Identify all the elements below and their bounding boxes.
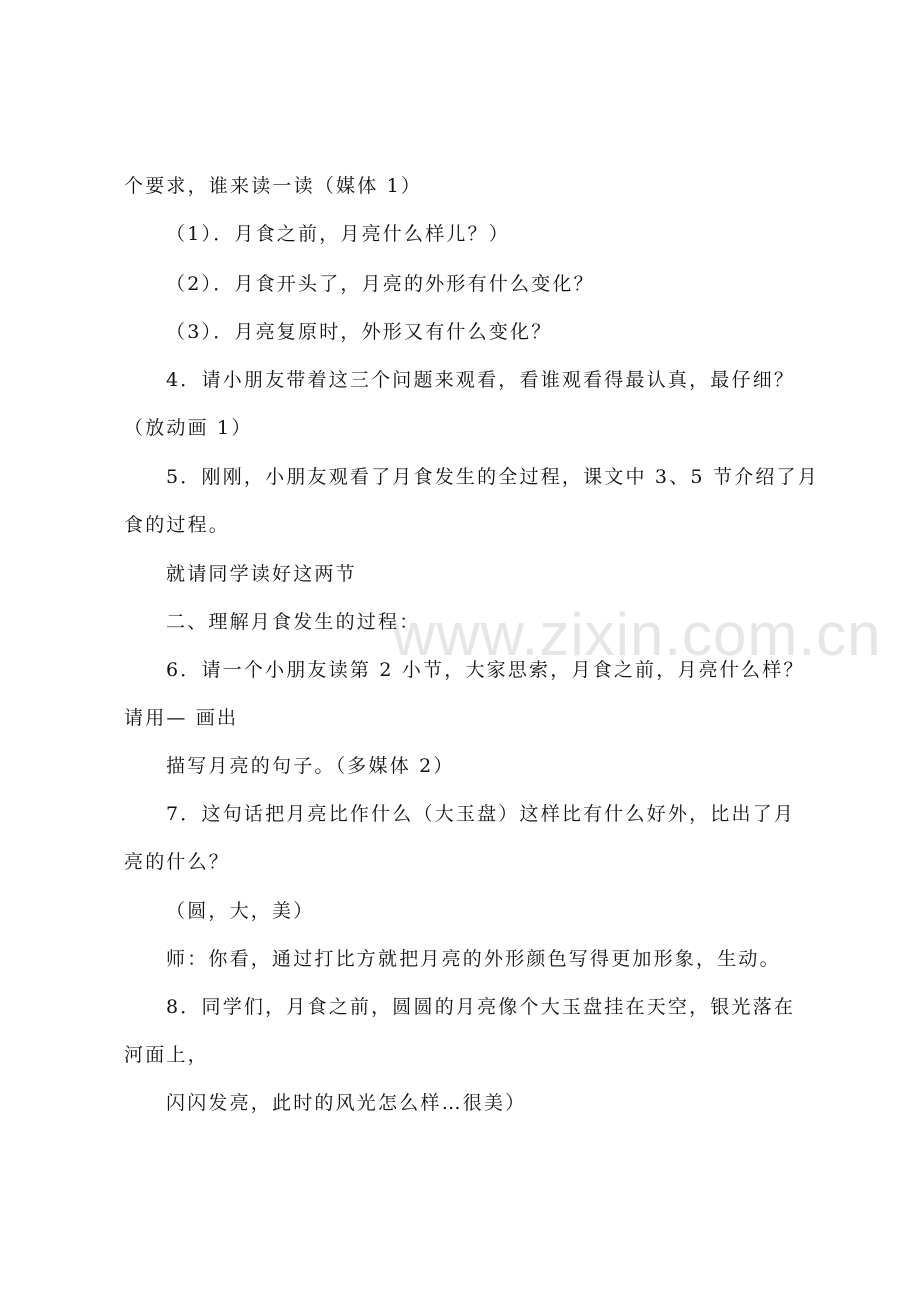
text-line: 食的过程。 [124,514,231,536]
text-line: 5．刚刚，小朋友观看了月食发生的全过程，课文中 3、5 节介绍了月 [166,466,819,488]
text-line: 师：你看，通过打比方就把月亮的外形颜色写得更加形象，生动。 [166,948,781,970]
text-line: （圆，大，美） [166,900,315,922]
text-line: （1）．月食之前，月亮什么样儿？） [166,223,510,245]
text-line: 4．请小朋友带着这三个问题来观看，看谁观看得最认真，最仔细？ [166,369,796,391]
text-line: 8．同学们，月食之前，圆圆的月亮像个大玉盘挂在天空，银光落在 [166,996,796,1018]
watermark: www.zixin.com.cn [392,601,882,668]
text-line: 就请同学读好这两节 [166,563,357,585]
text-line: 亮的什么？ [124,851,231,873]
text-line: 6．请一个小朋友读第 2 小节，大家思索，月食之前，月亮什么样？ [166,659,805,681]
text-line: （3）．月亮复原时，外形又有什么变化？ [166,321,553,343]
section-heading: 二、理解月食发生的过程： [166,611,421,633]
text-line: （2）．月食开头了，月亮的外形有什么变化？ [166,273,595,295]
text-line: 河面上， [124,1044,209,1066]
text-line: 个要求，谁来读一读（媒体 1） [124,175,423,197]
text-line: 闪闪发亮，此时的风光怎么样…很美） [166,1092,527,1114]
text-line: 请用— 画出 [124,707,239,729]
text-line: 描写月亮的句子。（多媒体 2） [166,755,455,777]
text-line: （放动画 1） [124,417,253,439]
text-line: 7．这句话把月亮比作什么（大玉盘）这样比有什么好外，比出了月 [166,803,796,825]
